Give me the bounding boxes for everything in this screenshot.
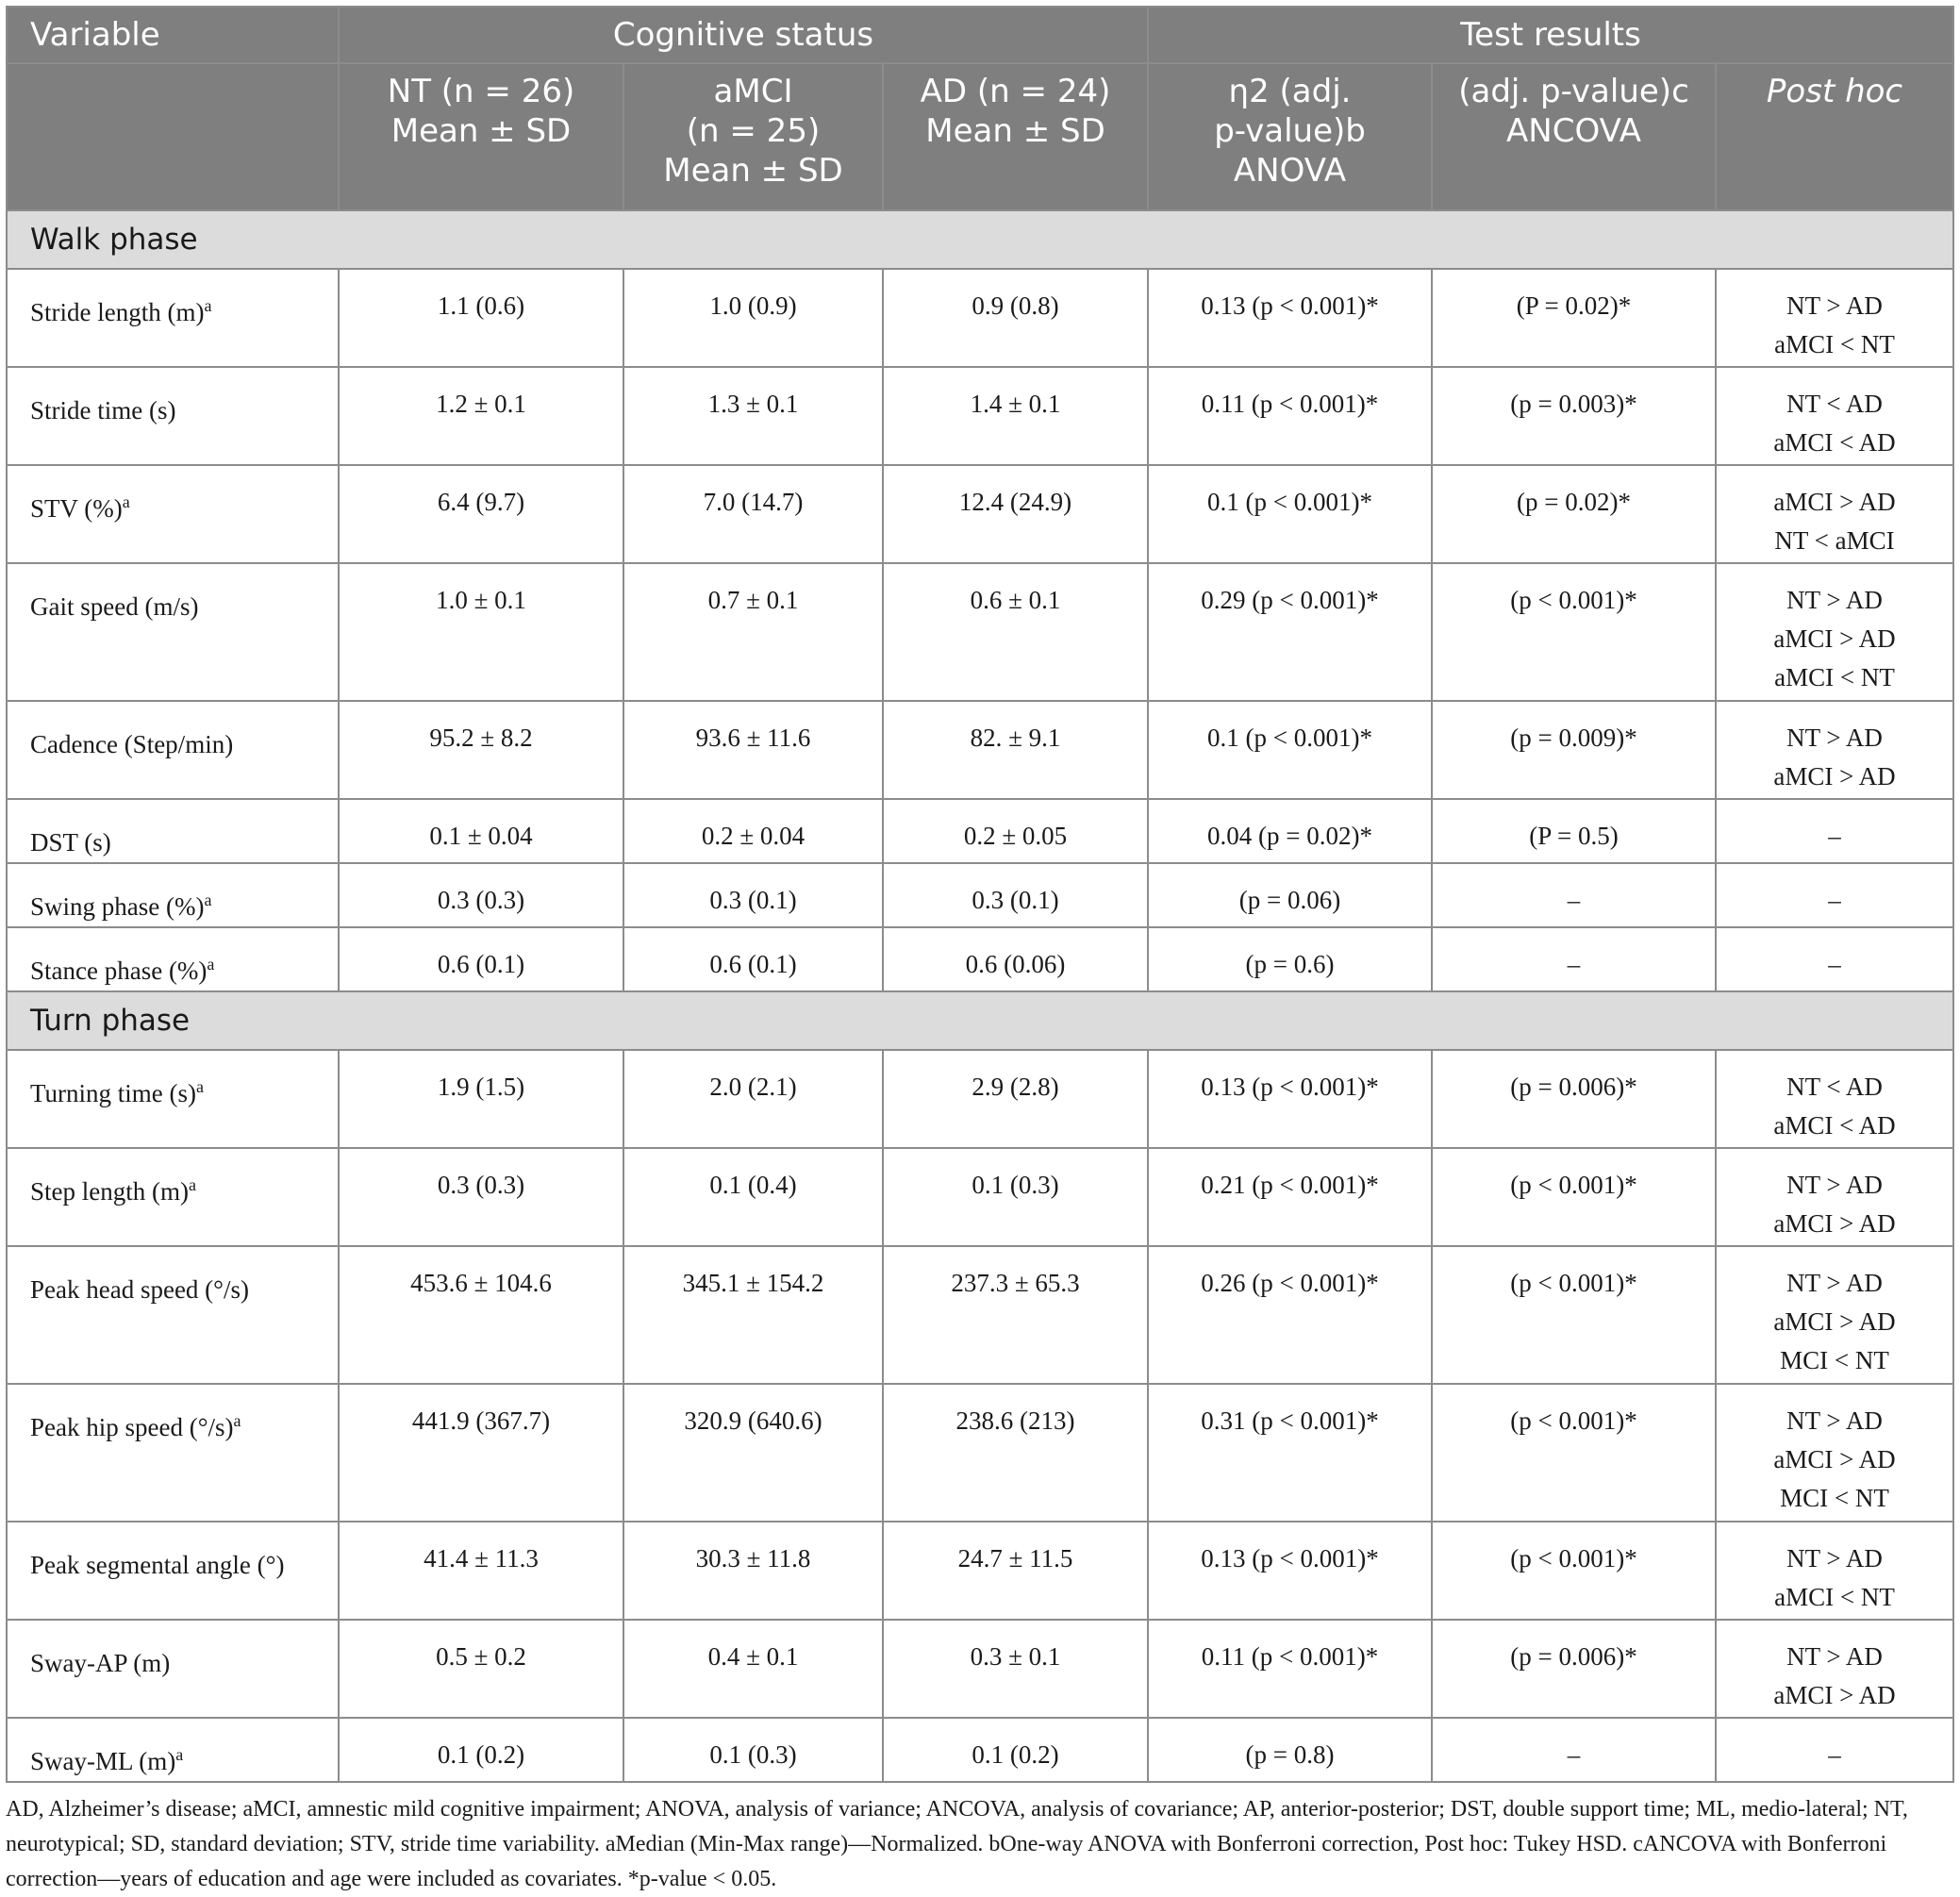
cell-ad: 237.3 ± 65.3 bbox=[883, 1246, 1148, 1384]
footnote-marker: a bbox=[188, 1175, 196, 1194]
cell-amci: 345.1 ± 154.2 bbox=[623, 1246, 883, 1384]
cell-nt: 1.1 (0.6) bbox=[339, 269, 623, 367]
cell-ancova: (P = 0.5) bbox=[1432, 799, 1716, 863]
cell-ad: 0.3 (0.1) bbox=[883, 863, 1148, 927]
table-row bbox=[7, 1620, 1953, 1718]
cell-posthoc: NT < AD aMCI < AD bbox=[1716, 1050, 1953, 1148]
cell-variable bbox=[7, 1522, 339, 1620]
cell-anova: 0.04 (p = 0.02)* bbox=[1148, 799, 1432, 863]
cell-nt: 0.3 (0.3) bbox=[339, 863, 623, 927]
cell-posthoc: NT > AD aMCI > AD bbox=[1716, 1148, 1953, 1246]
cell-anova: (p = 0.6) bbox=[1148, 927, 1432, 991]
variable-label: Stance phase (%) bbox=[30, 957, 208, 985]
footnote-marker: a bbox=[122, 492, 130, 511]
table-row bbox=[7, 367, 1953, 465]
cell-posthoc: NT > AD aMCI < NT bbox=[1716, 269, 1953, 367]
cell-amci: 0.3 (0.1) bbox=[623, 863, 883, 927]
cell-nt: 41.4 ± 11.3 bbox=[339, 1522, 623, 1620]
cell-ad: 0.3 ± 0.1 bbox=[883, 1620, 1148, 1718]
footnote-marker: a bbox=[175, 1745, 184, 1764]
cell-variable bbox=[7, 465, 339, 563]
header-blank bbox=[7, 63, 339, 210]
header-anova bbox=[1148, 63, 1432, 210]
variable-label: Cadence (Step/min) bbox=[30, 730, 234, 758]
cell-ancova: (p = 0.006)* bbox=[1432, 1620, 1716, 1718]
cell-amci: 2.0 (2.1) bbox=[623, 1050, 883, 1148]
variable-label: Step length (m) bbox=[30, 1177, 189, 1206]
cell-nt: 0.6 (0.1) bbox=[339, 927, 623, 991]
cell-nt: 441.9 (367.7) bbox=[339, 1384, 623, 1522]
table-row bbox=[7, 563, 1953, 701]
cell-ad: 24.7 ± 11.5 bbox=[883, 1522, 1148, 1620]
cell-ad: 0.1 (0.3) bbox=[883, 1148, 1148, 1246]
variable-label: Sway-AP (m) bbox=[30, 1649, 171, 1677]
cell-posthoc: NT > AD aMCI > AD MCI < NT bbox=[1716, 1246, 1953, 1384]
variable-label: Peak segmental angle (°) bbox=[30, 1551, 285, 1579]
header-ancova-line2: ANCOVA bbox=[1506, 112, 1641, 150]
variable-label: Swing phase (%) bbox=[30, 892, 205, 921]
footnote-marker: a bbox=[204, 890, 212, 909]
cell-anova: 0.1 (p < 0.001)* bbox=[1148, 701, 1432, 799]
variable-label: Stride length (m) bbox=[30, 298, 205, 326]
variable-label: Turning time (s) bbox=[30, 1079, 197, 1107]
table-row bbox=[7, 1522, 1953, 1620]
variable-label: DST (s) bbox=[30, 828, 111, 857]
variable-label: STV (%) bbox=[30, 494, 123, 523]
table-row bbox=[7, 465, 1953, 563]
header-row-1 bbox=[7, 7, 1953, 63]
cell-ad: 12.4 (24.9) bbox=[883, 465, 1148, 563]
cell-variable bbox=[7, 1384, 339, 1522]
cell-amci: 0.1 (0.4) bbox=[623, 1148, 883, 1246]
table-row bbox=[7, 927, 1953, 991]
cell-anova: 0.13 (p < 0.001)* bbox=[1148, 1522, 1432, 1620]
header-ad bbox=[883, 63, 1148, 210]
cell-ancova: (p < 0.001)* bbox=[1432, 1522, 1716, 1620]
cell-ad: 238.6 (213) bbox=[883, 1384, 1148, 1522]
cell-anova: 0.13 (p < 0.001)* bbox=[1148, 269, 1432, 367]
header-nt-line1: NT (n = 26) bbox=[387, 73, 575, 110]
table-body bbox=[7, 210, 1953, 1782]
variable-label: Gait speed (m/s) bbox=[30, 592, 199, 621]
section-row bbox=[7, 210, 1953, 269]
cell-ancova: – bbox=[1432, 927, 1716, 991]
cell-nt: 6.4 (9.7) bbox=[339, 465, 623, 563]
header-ad-line2: Mean ± SD bbox=[925, 112, 1105, 150]
table-row bbox=[7, 1384, 1953, 1522]
variable-label: Sway-ML (m) bbox=[30, 1747, 176, 1775]
cell-anova: 0.11 (p < 0.001)* bbox=[1148, 1620, 1432, 1718]
table-row bbox=[7, 1246, 1953, 1384]
cell-anova: 0.13 (p < 0.001)* bbox=[1148, 1050, 1432, 1148]
cell-amci: 1.0 (0.9) bbox=[623, 269, 883, 367]
cell-anova: 0.26 (p < 0.001)* bbox=[1148, 1246, 1432, 1384]
cell-ancova: (p < 0.001)* bbox=[1432, 1384, 1716, 1522]
cell-variable bbox=[7, 1148, 339, 1246]
cell-posthoc: aMCI > AD NT < aMCI bbox=[1716, 465, 1953, 563]
cell-anova: 0.21 (p < 0.001)* bbox=[1148, 1148, 1432, 1246]
header-amci bbox=[623, 63, 883, 210]
cell-amci: 0.6 (0.1) bbox=[623, 927, 883, 991]
footnote-marker: a bbox=[204, 296, 212, 315]
variable-label: Peak head speed (°/s) bbox=[30, 1275, 249, 1304]
cell-nt: 0.3 (0.3) bbox=[339, 1148, 623, 1246]
header-nt bbox=[339, 63, 623, 210]
header-test-results: Test results bbox=[1148, 7, 1953, 63]
table-row bbox=[7, 863, 1953, 927]
cell-ancova: (p = 0.003)* bbox=[1432, 367, 1716, 465]
cell-ancova: (P = 0.02)* bbox=[1432, 269, 1716, 367]
table-row bbox=[7, 1718, 1953, 1782]
cell-ad: 82. ± 9.1 bbox=[883, 701, 1148, 799]
cell-variable bbox=[7, 701, 339, 799]
header-cognitive-status: Cognitive status bbox=[339, 7, 1148, 63]
header-anova-line2: p-value)b bbox=[1214, 112, 1366, 150]
header-posthoc: Post hoc bbox=[1716, 63, 1953, 210]
cell-variable bbox=[7, 1050, 339, 1148]
cell-anova: 0.31 (p < 0.001)* bbox=[1148, 1384, 1432, 1522]
cell-posthoc: – bbox=[1716, 927, 1953, 991]
cell-amci: 0.1 (0.3) bbox=[623, 1718, 883, 1782]
cell-anova: 0.29 (p < 0.001)* bbox=[1148, 563, 1432, 701]
cell-posthoc: NT > AD aMCI < NT bbox=[1716, 1522, 1953, 1620]
header-anova-line3: ANOVA bbox=[1233, 152, 1347, 190]
cell-ad: 0.6 ± 0.1 bbox=[883, 563, 1148, 701]
cell-variable bbox=[7, 563, 339, 701]
results-table bbox=[6, 6, 1954, 1783]
cell-amci: 7.0 (14.7) bbox=[623, 465, 883, 563]
table-row bbox=[7, 799, 1953, 863]
header-ancova bbox=[1432, 63, 1716, 210]
cell-amci: 93.6 ± 11.6 bbox=[623, 701, 883, 799]
cell-posthoc: NT > AD aMCI > AD bbox=[1716, 701, 1953, 799]
table-row bbox=[7, 1050, 1953, 1148]
section-title: Walk phase bbox=[7, 210, 1953, 269]
header-anova-line1: η2 (adj. bbox=[1228, 73, 1352, 110]
cell-nt: 1.0 ± 0.1 bbox=[339, 563, 623, 701]
cell-amci: 320.9 (640.6) bbox=[623, 1384, 883, 1522]
cell-ad: 2.9 (2.8) bbox=[883, 1050, 1148, 1148]
cell-amci: 0.7 ± 0.1 bbox=[623, 563, 883, 701]
cell-ancova: (p = 0.02)* bbox=[1432, 465, 1716, 563]
cell-ad: 1.4 ± 0.1 bbox=[883, 367, 1148, 465]
cell-ancova: (p < 0.001)* bbox=[1432, 1246, 1716, 1384]
cell-posthoc: – bbox=[1716, 863, 1953, 927]
cell-variable bbox=[7, 863, 339, 927]
header-variable: Variable bbox=[7, 7, 339, 63]
cell-anova: (p = 0.06) bbox=[1148, 863, 1432, 927]
header-row-2 bbox=[7, 63, 1953, 210]
cell-posthoc: NT < AD aMCI < AD bbox=[1716, 367, 1953, 465]
header-nt-line2: Mean ± SD bbox=[390, 112, 572, 150]
section-row bbox=[7, 991, 1953, 1050]
cell-ancova: – bbox=[1432, 863, 1716, 927]
cell-ancova: (p = 0.006)* bbox=[1432, 1050, 1716, 1148]
footnote-marker: a bbox=[207, 955, 215, 973]
cell-ad: 0.9 (0.8) bbox=[883, 269, 1148, 367]
cell-posthoc: NT > AD aMCI > AD aMCI < NT bbox=[1716, 563, 1953, 701]
cell-variable bbox=[7, 367, 339, 465]
cell-ad: 0.1 (0.2) bbox=[883, 1718, 1148, 1782]
cell-nt: 453.6 ± 104.6 bbox=[339, 1246, 623, 1384]
table-row bbox=[7, 269, 1953, 367]
footnote-marker: a bbox=[196, 1077, 205, 1096]
cell-variable bbox=[7, 927, 339, 991]
section-title: Turn phase bbox=[7, 991, 1953, 1050]
variable-label: Stride time (s) bbox=[30, 396, 176, 424]
cell-variable bbox=[7, 1718, 339, 1782]
cell-nt: 0.5 ± 0.2 bbox=[339, 1620, 623, 1718]
table-container bbox=[6, 6, 1952, 1897]
cell-variable bbox=[7, 1620, 339, 1718]
cell-variable bbox=[7, 799, 339, 863]
cell-ancova: (p < 0.001)* bbox=[1432, 1148, 1716, 1246]
cell-nt: 1.2 ± 0.1 bbox=[339, 367, 623, 465]
cell-ancova: (p < 0.001)* bbox=[1432, 563, 1716, 701]
variable-label: Peak hip speed (°/s) bbox=[30, 1413, 234, 1441]
cell-posthoc: NT > AD aMCI > AD bbox=[1716, 1620, 1953, 1718]
cell-amci: 30.3 ± 11.8 bbox=[623, 1522, 883, 1620]
cell-nt: 95.2 ± 8.2 bbox=[339, 701, 623, 799]
cell-posthoc: – bbox=[1716, 799, 1953, 863]
header-amci-line1: aMCI bbox=[713, 73, 793, 110]
header-ad-line1: AD (n = 24) bbox=[920, 73, 1111, 110]
header-ancova-line1: (adj. p-value)c bbox=[1458, 73, 1689, 110]
cell-anova: (p = 0.8) bbox=[1148, 1718, 1432, 1782]
cell-nt: 0.1 (0.2) bbox=[339, 1718, 623, 1782]
header-amci-line3: Mean ± SD bbox=[663, 152, 843, 190]
cell-nt: 0.1 ± 0.04 bbox=[339, 799, 623, 863]
table-row bbox=[7, 1148, 1953, 1246]
cell-anova: 0.1 (p < 0.001)* bbox=[1148, 465, 1432, 563]
table-footnote: AD, Alzheimer’s disease; aMCI, amnestic mild cognitive impairment; ANOVA, analysis of variance; ANCOVA, analysis of covariance; AP, anterior-posterior; DST, double support time; ML, medio-lateral; NT, neurotypical; SD, standard deviation; STV, stride time variability. aMedian (Min-Max range)—Normalized. bOne-way ANOVA with Bonferroni correction, Post hoc: Tukey HSD. cANCOVA with Bonferroni correction—years of education and age were included as covariates. *p-value < 0.05. bbox=[6, 1797, 1908, 1891]
cell-ad: 0.2 ± 0.05 bbox=[883, 799, 1148, 863]
cell-anova: 0.11 (p < 0.001)* bbox=[1148, 367, 1432, 465]
cell-amci: 0.2 ± 0.04 bbox=[623, 799, 883, 863]
cell-ancova: – bbox=[1432, 1718, 1716, 1782]
cell-posthoc: – bbox=[1716, 1718, 1953, 1782]
cell-ancova: (p = 0.009)* bbox=[1432, 701, 1716, 799]
cell-nt: 1.9 (1.5) bbox=[339, 1050, 623, 1148]
cell-posthoc: NT > AD aMCI > AD MCI < NT bbox=[1716, 1384, 1953, 1522]
header-amci-line2: (n = 25) bbox=[686, 112, 821, 150]
cell-ad: 0.6 (0.06) bbox=[883, 927, 1148, 991]
cell-amci: 1.3 ± 0.1 bbox=[623, 367, 883, 465]
cell-amci: 0.4 ± 0.1 bbox=[623, 1620, 883, 1718]
footnote-marker: a bbox=[233, 1411, 241, 1430]
cell-variable bbox=[7, 1246, 339, 1384]
cell-variable bbox=[7, 269, 339, 367]
table-row bbox=[7, 701, 1953, 799]
